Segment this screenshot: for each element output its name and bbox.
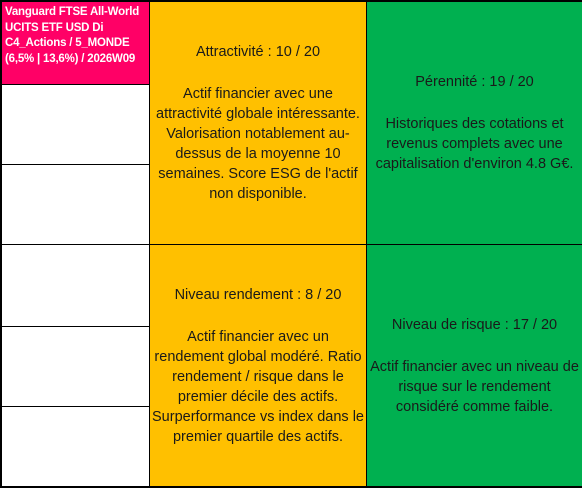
risque-panel[interactable] — [366, 244, 582, 487]
empty-cell[interactable] — [1, 164, 150, 245]
description-line: Actif financier avec un — [187, 328, 329, 345]
description-line: considéré comme faible. — [395, 398, 554, 415]
description-line: semaines. Score ESG de l'actif — [158, 166, 358, 182]
empty-cell[interactable] — [1, 406, 150, 487]
attractivite-panel[interactable] — [149, 1, 367, 245]
description-line: Actif financier avec une — [183, 86, 333, 102]
perennite-panel[interactable] — [366, 1, 582, 245]
instrument-line: UCITS ETF USD Di — [5, 21, 104, 34]
instrument-line: (6,5% | 13,6%) / 2026W09 — [5, 52, 136, 65]
attractivite-title: Attractivité : 10 / 20 — [195, 44, 321, 60]
empty-cell[interactable] — [1, 84, 150, 165]
description-line: Historiques des cotations et — [385, 116, 564, 132]
description-line: Valorisation notablement au- — [166, 126, 350, 142]
empty-cell[interactable] — [1, 244, 150, 327]
risque-description — [370, 357, 579, 417]
description-line: rendement / risque dans le — [172, 368, 344, 385]
instrument-title-cell[interactable] — [1, 1, 150, 85]
description-line: capitalisation d'environ 4.8 G€. — [375, 156, 574, 172]
empty-cell[interactable] — [1, 326, 150, 407]
description-line: premier quartile des actifs. — [172, 428, 344, 445]
description-line: non disponible. — [209, 186, 307, 202]
description-line: revenus complets avec une — [386, 136, 563, 152]
instrument-line: C4_Actions / 5_MONDE — [5, 37, 130, 49]
rendement-panel[interactable] — [149, 244, 367, 487]
instrument-line: Vanguard FTSE All-World — [5, 6, 140, 18]
rendement-description — [152, 327, 364, 447]
description-line: dessus de la moyenne 10 — [175, 146, 341, 162]
description-line: Surperformance vs index dans le — [152, 408, 364, 425]
description-line: Actif financier avec un niveau de — [370, 358, 579, 375]
risque-title: Niveau de risque : 17 / 20 — [391, 316, 558, 333]
perennite-title: Pérennité : 19 / 20 — [415, 74, 534, 90]
description-line: rendement global modéré. Ratio — [154, 348, 362, 365]
description-line: risque sur le rendement — [398, 378, 551, 395]
rendement-title: Niveau rendement : 8 / 20 — [174, 286, 342, 303]
description-line: attractivité globale intéressante. — [156, 106, 360, 122]
perennite-description — [376, 114, 574, 174]
attractivite-description — [156, 84, 360, 204]
description-line: premier décile des actifs. — [177, 388, 339, 405]
